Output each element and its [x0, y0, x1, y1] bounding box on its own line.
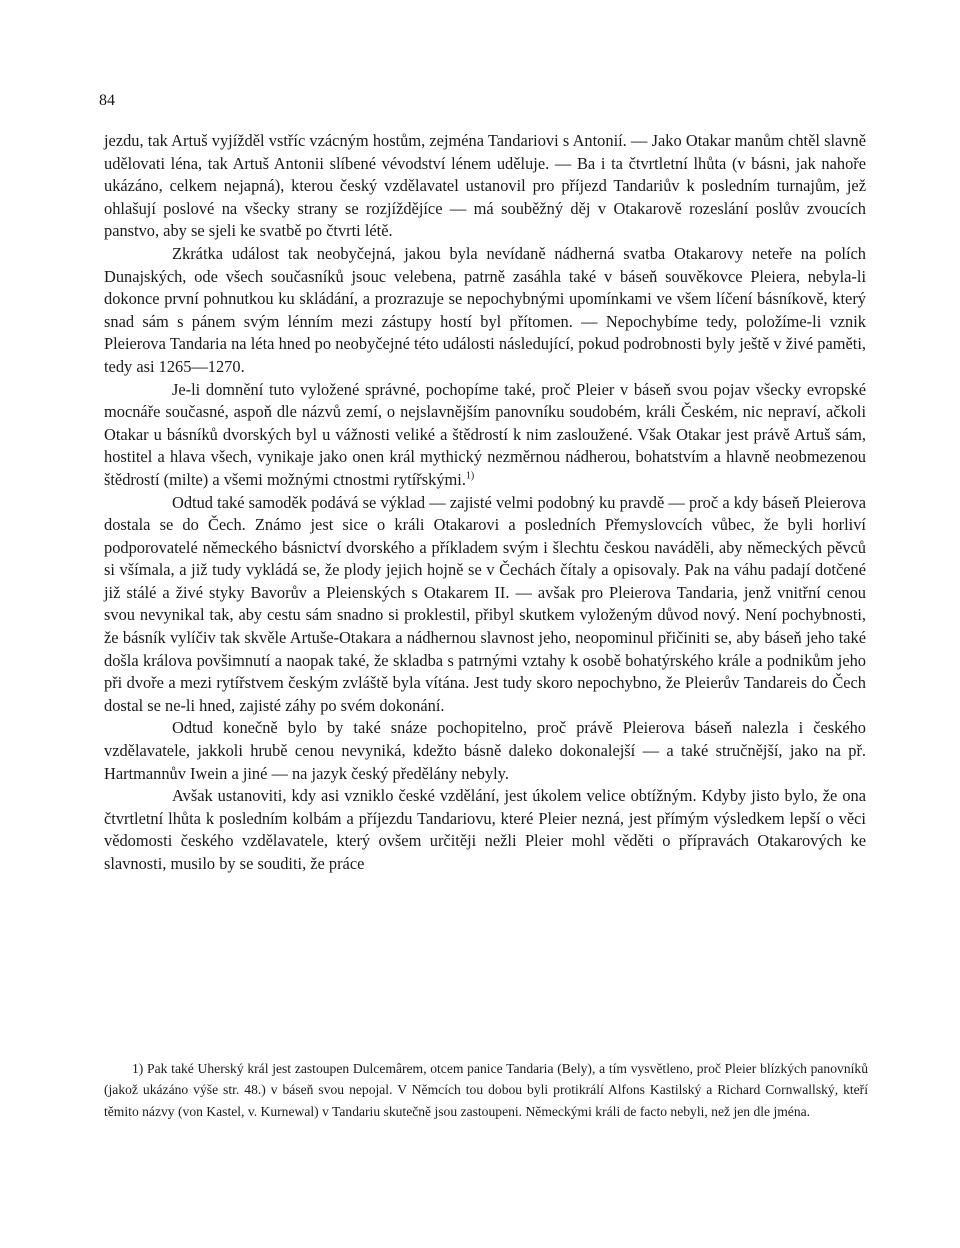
page-number: 84: [99, 92, 115, 109]
paragraph-3: [104, 379, 866, 492]
body-text: [104, 130, 866, 876]
paragraph-5: Odtud konečně bylo by také snáze pochopitelno, proč právě Pleierova báseň nalezla i českého vzdělavatele, jakkoli hrubě cenou nevyniká, kdežto básně daleko dokonalejší — a také stručnější, jako na př. Hartmannův Iwein a jiné — na jazyk český předělány nebyly.: [104, 718, 866, 783]
footnote-1: 1) Pak také Uherský král jest zastoupen Dulcemârem, otcem panice Tandaria (Bely), a tím vysvětleno, proč Pleier blízkých panovníků (jakož ukázáno výše str. 48.) v báseň svou nepojal. V Němcích tou dobou byli protikrálí Alfons Kastilský a Richard Cornwallský, kteří těmito názvy (von Kastel, v. Kurnewal) v Tandariu skutečně jsou zastoupeni. Německými králi de facto nebyli, než jen dle jména.: [104, 1061, 868, 1119]
paragraph-2: Zkrátka událost tak neobyčejná, jakou byla nevídaně nádherná svatba Otakarovy neteře na polích Dunajských, ode všech současníků jsouc velebena, patrně zasáhla také v báseň souvěkovce Pleiera, nebyla-li dokonce první pohnutkou ku skládání, a prozrazuje se nepochybnými upomínkami ve všem líčení básníkově, který snad sám s pánem svým lénním mezi zástupy hostí byl přítomen. — Nepochybíme tedy, položíme-li vznik Pleierova Tandaria na léta hned po neobyčejné této události následující, pokud podrobnosti byly ještě v živé paměti, tedy asi 1265—1270.: [104, 243, 866, 376]
paragraph-1: jezdu, tak Artuš vyjížděl vstříc vzácným hostům, zejména Tandariovi s Antonií. — Jako Otakar manům chtěl slavně udělovati léna, tak Artuš Antonii slíbené vévodství lénem uděluje. — Ba i ta čtvrtletní lhůta (v básni, jak nahoře ukázáno, celkem nejapná), kterou český vzdělavatel ustanovil pro příjezd Tandariův k posledním turnajům, jež ohlašují poslové na všecky strany se rozjíždějíce — má souběžný děj v Otakarově rozeslání poslův zvoucích panstvo, aby se sjeli ke svatbě po čtvrti létě.: [104, 131, 866, 241]
paragraph-6: Avšak ustanoviti, kdy asi vzniklo české vzdělání, jest úkolem velice obtížným. Kdyby jisto bylo, že ona čtvrtletní lhůta k posledním kolbám a příjezdu Tandariovu, které Pleier nezná, jest přímým výsledkem lepší o věci vědomosti českého vzdělavatele, který ovšem určitěji nežli Pleier mohl věděti o přípravách Otakarových ke slavnosti, musilo by se souditi, že práce: [104, 786, 866, 873]
paragraph-3-text: Je-li domnění tuto vyložené správné, pochopíme také, proč Pleier v báseň svou pojav všecky evropské mocnáře současné, aspoň dle názvů zemí, o nejslavnějším panovníku soudobém, králi Českém, nic nepraví, ačkoli Otakar u básníků dvorských byl u vážnosti veliké a štědrostí k nim zasloužené. Však Otakar jest právě Artuš sám, hostitel a hlava všech, vynikaje jako onen král mythický nezměrnou nádherou, bohatstvím a hlavně neobmezenou štědrostí (milte) a všemi možnými ctnostmi rytířskými.: [104, 379, 866, 489]
footnote-reference: 1): [465, 470, 475, 482]
footnotes: [104, 1058, 868, 1122]
paragraph-4: Odtud také samoděk podává se výklad — zajisté velmi podobný ku pravdě — proč a kdy báseň Pleierova dostala se do Čech. Známo jest sice o králi Otakarovi a posledních Přemyslovcích vůbec, že byli horliví podporovatelé německého básnictví dvorského a příkladem svým i šlechtu českou naváděli, aby německých pěvců si všímala, a již tudy vykládá se, že plody jejich hojně se v Čechách čítaly a opisovaly. Pak na váhu padají dotčené již stálé a živé styky Bavorův a Pleienských s Otakarem II. — avšak pro Pleierova Tandaria, jenž vnitřní cenou svou nevynikal tak, aby cestu sám snadno si proklestil, přibyl skutkem vyloženým důvod nový. Není pochybnosti, že básník vylíčiv tak skvěle Artuše-Otakara a nádhernou slavnost jeho, neopominul přičiniti se, aby báseň jeho také došla králova povšimnutí a naopak také, že skladba s patrnými vztahy k osobě bohatýrského krále a podnikům jeho při dvoře a mezi rytířstvem českým zvláště byla vítána. Jest tudy skoro nepochybno, že Pleierův Tandareis do Čech dostal se ne-li hned, zajisté záhy po svém dokonání.: [104, 492, 866, 715]
